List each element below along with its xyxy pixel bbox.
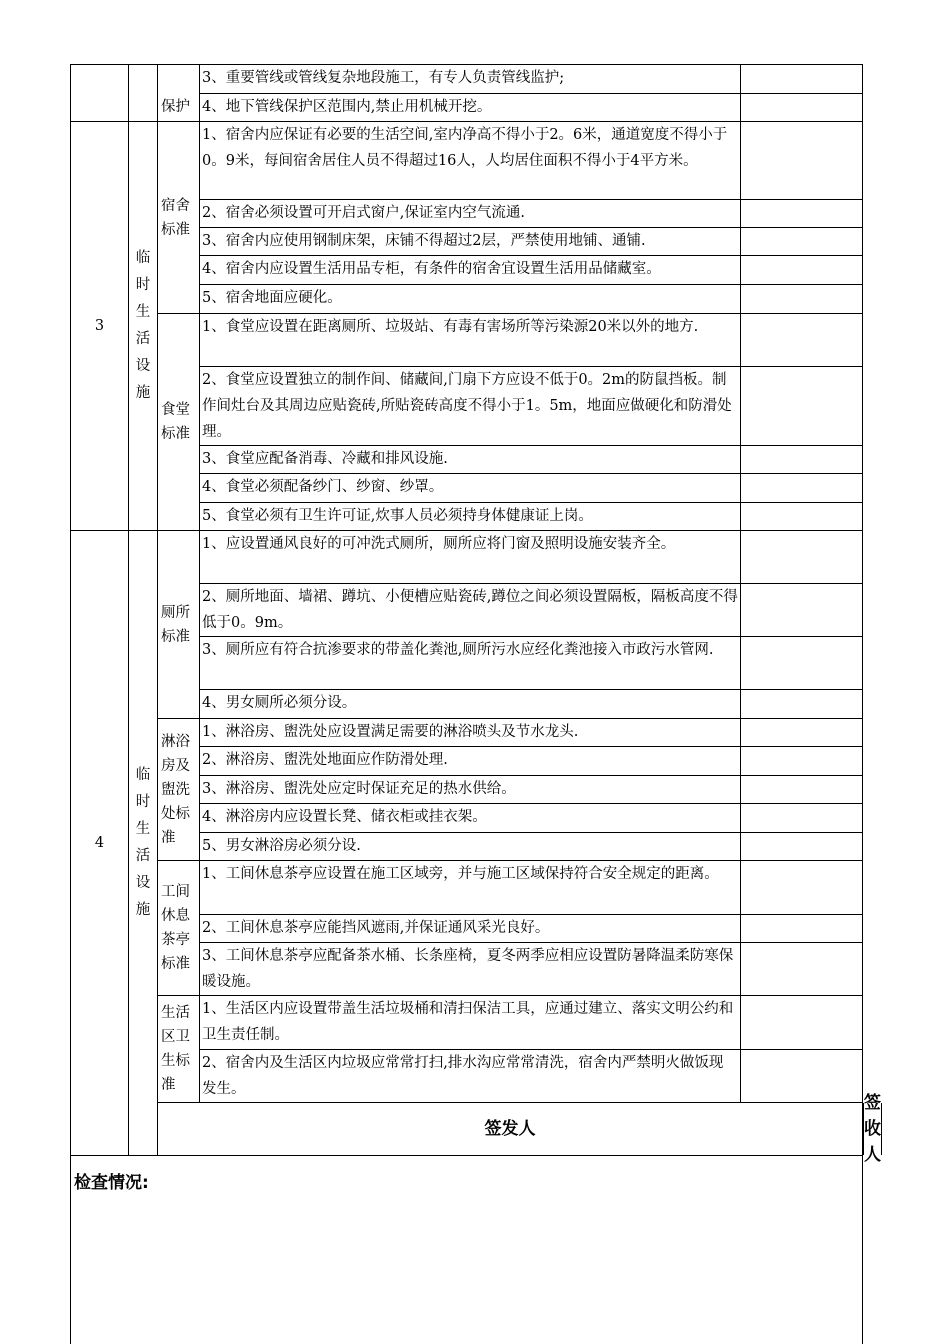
check-cell[interactable] — [741, 474, 863, 503]
check-cell[interactable] — [741, 122, 863, 200]
check-cell[interactable] — [741, 996, 863, 1050]
check-cell[interactable] — [741, 690, 863, 719]
standards-table — [70, 64, 881, 1165]
check-cell[interactable] — [741, 503, 863, 531]
requirement-cell: 2、宿舍内及生活区内垃圾应常常打扫,排水沟应常常清洗，宿舍内严禁明火做饭现 发生。 — [200, 1050, 741, 1103]
requirement-cell: 2、厕所地面、墙裙、蹲坑、小便槽应贴瓷砖,蹲位之间必须设置隔板，隔板高度不得低于0。9m。 — [200, 584, 741, 637]
check-cell[interactable] — [741, 637, 863, 690]
subcategory-shower: 淋浴房及盥洗处标准 — [158, 719, 200, 861]
check-cell[interactable] — [741, 584, 863, 637]
receiver-label — [864, 1093, 882, 1165]
requirement-cell: 4、宿舍内应设置生活用品专柜，有条件的宿舍宜设置生活用品储藏室。 — [200, 256, 741, 285]
category-label: 临 时 生 活 设 施 — [135, 767, 151, 918]
requirement-cell: 1、工间休息茶亭应设置在施工区域旁，并与施工区域保持符合安全规定的距离。 — [200, 861, 741, 915]
requirement-cell: 4、淋浴房内应设置长凳、储衣柜或挂衣架。 — [200, 804, 741, 833]
category-cell — [129, 65, 158, 122]
section-category — [129, 531, 158, 1156]
issuer-label-text: 签发人 — [484, 1119, 536, 1139]
check-cell[interactable] — [741, 94, 863, 122]
check-cell[interactable] — [741, 833, 863, 861]
requirement-cell: 3、厕所应有符合抗渗要求的带盖化粪池,厕所污水应经化粪池接入市政污水管网. — [200, 637, 741, 690]
subcategory-canteen: 食堂标准 — [158, 314, 200, 531]
check-cell[interactable] — [741, 915, 863, 943]
check-cell[interactable] — [741, 943, 863, 996]
category-label: 临 时 生 活 设 施 — [135, 250, 151, 401]
check-cell[interactable] — [741, 776, 863, 804]
requirement-cell: 2、工间休息茶亭应能挡风遮雨,并保证通风采光良好。 — [200, 915, 741, 943]
check-cell[interactable] — [741, 314, 863, 367]
requirement-cell: 1、宿舍内应保证有必要的生活空间,室内净高不得小于2。6米，通道宽度不得小于0。9米，每间宿舍居住人员不得超过16人，人均居住面积不得小于4平方米。 — [200, 122, 741, 200]
requirement-cell: 4、地下管线保护区范围内,禁止用机械开挖。 — [200, 94, 741, 122]
inspection-label: 检查情况: — [74, 1173, 149, 1193]
subcategory-cell — [158, 65, 200, 94]
subcategory-cell: 保护 — [158, 94, 200, 122]
requirement-cell: 2、淋浴房、盥洗处地面应作防滑处理. — [200, 747, 741, 776]
subcategory-dorm: 宿舍标准 — [158, 122, 200, 314]
requirement-cell: 5、食堂必须有卫生许可证,炊事人员必须持身体健康证上岗。 — [200, 503, 741, 531]
requirement-cell: 2、食堂应设置独立的制作间、储藏间,门扇下方应设不低于0。2m的防鼠挡板。制作间灶台及其周边应贴瓷砖,所贴瓷砖高度不得小于1。5m，地面应做硬化和防滑处理。 — [200, 367, 741, 446]
requirement-cell: 5、宿舍地面应硬化。 — [200, 285, 741, 314]
check-cell[interactable] — [741, 804, 863, 833]
receiver-label-text: 签收人 — [864, 1093, 881, 1165]
check-cell[interactable] — [741, 367, 863, 446]
check-cell[interactable] — [741, 446, 863, 474]
requirement-cell: 3、宿舍内应使用钢制床架，床铺不得超过2层，严禁使用地铺、通铺. — [200, 228, 741, 256]
requirement-cell: 3、工间休息茶亭应配备茶水桶、长条座椅，夏冬两季应相应设置防暑降温柔防寒保暖设施。 — [200, 943, 741, 996]
check-cell[interactable] — [741, 285, 863, 314]
inspection-section[interactable] — [70, 1154, 863, 1344]
section-number: 3 — [71, 122, 129, 531]
check-cell[interactable] — [741, 719, 863, 747]
requirement-cell: 4、食堂必须配备纱门、纱窗、纱罩。 — [200, 474, 741, 503]
check-cell[interactable] — [741, 256, 863, 285]
requirement-cell: 5、男女淋浴房必须分设. — [200, 833, 741, 861]
requirement-cell: 3、淋浴房、盥洗处应定时保证充足的热水供给。 — [200, 776, 741, 804]
check-cell[interactable] — [741, 228, 863, 256]
requirement-cell: 3、重要管线或管线复杂地段施工，有专人负责管线监护; — [200, 65, 741, 94]
subcategory-tea-pavilion: 工间休息茶亭标准 — [158, 861, 200, 996]
subcategory-hygiene: 生活区卫生标准 — [158, 996, 200, 1103]
requirement-cell: 4、男女厕所必须分设。 — [200, 690, 741, 719]
subcategory-toilet: 厕所标准 — [158, 531, 200, 719]
requirement-cell: 1、食堂应设置在距离厕所、垃圾站、有毒有害场所等污染源20米以外的地方. — [200, 314, 741, 367]
requirement-cell: 1、淋浴房、盥洗处应设置满足需要的淋浴喷头及节水龙头. — [200, 719, 741, 747]
section-number: 4 — [71, 531, 129, 1156]
check-cell[interactable] — [741, 861, 863, 915]
check-cell[interactable] — [741, 65, 863, 94]
check-cell[interactable] — [741, 531, 863, 584]
issuer-label — [158, 1103, 863, 1156]
check-cell[interactable] — [741, 1050, 863, 1103]
section-category — [129, 122, 158, 531]
number-cell — [71, 65, 129, 122]
requirement-cell: 1、应设置通风良好的可冲洗式厕所，厕所应将门窗及照明设施安装齐全。 — [200, 531, 741, 584]
check-cell[interactable] — [741, 200, 863, 228]
check-cell[interactable] — [741, 747, 863, 776]
requirement-cell: 2、宿舍必须设置可开启式窗户,保证室内空气流通. — [200, 200, 741, 228]
requirement-cell: 1、生活区内应设置带盖生活垃圾桶和清扫保洁工具，应通过建立、落实文明公约和卫生责任制。 — [200, 996, 741, 1050]
requirement-cell: 3、食堂应配备消毒、冷藏和排风设施. — [200, 446, 741, 474]
